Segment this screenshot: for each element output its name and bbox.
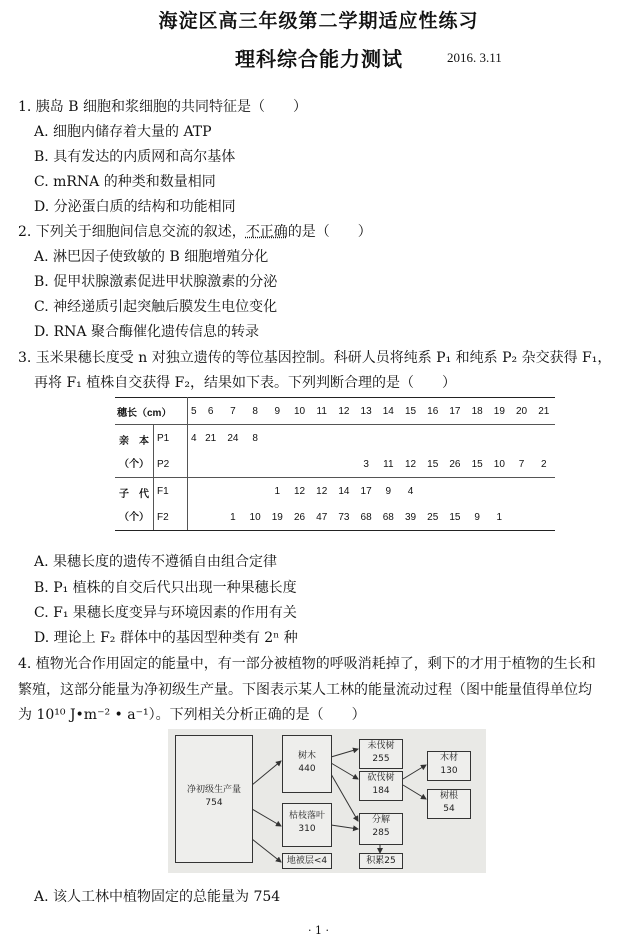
litter-value: 310 bbox=[298, 824, 316, 834]
table-row-name: F2 bbox=[154, 504, 188, 531]
table-cell bbox=[288, 425, 310, 452]
table-cell bbox=[244, 478, 266, 505]
table-header-length: 7 bbox=[222, 398, 244, 425]
table-cell: 12 bbox=[399, 451, 421, 478]
table-cell bbox=[399, 425, 421, 452]
table-cell: 9 bbox=[385, 485, 392, 497]
table-cell bbox=[188, 504, 200, 531]
accumulation-label: 积累25 bbox=[366, 856, 396, 866]
table-header-length: 12 bbox=[333, 398, 355, 425]
table-cell: 15 bbox=[444, 504, 466, 531]
table-header-length: 17 bbox=[444, 398, 466, 425]
table-cell bbox=[533, 478, 555, 505]
table-cell: 14 bbox=[338, 485, 350, 497]
root-label: 树根 bbox=[439, 791, 458, 801]
net-production-label: 净初级生产量 bbox=[186, 785, 241, 795]
energy-flow-diagram bbox=[168, 729, 486, 873]
table-cell: 24 bbox=[227, 432, 239, 444]
table-cell: 10 bbox=[244, 504, 266, 531]
table-cell bbox=[510, 504, 532, 531]
table-cell bbox=[466, 425, 488, 452]
table-header-length: 15 bbox=[399, 398, 421, 425]
group-label-line2: （个） bbox=[119, 459, 149, 470]
table-row bbox=[115, 451, 555, 478]
decompose-box bbox=[359, 813, 403, 845]
exam-title: 海淀区高三年级第二学期适应性练习 bbox=[158, 10, 479, 32]
table-row-name: P1 bbox=[154, 425, 188, 452]
table-row bbox=[115, 425, 555, 452]
table-cell: 12 bbox=[316, 485, 328, 497]
table-cell: 21 bbox=[205, 432, 217, 444]
table-cell bbox=[311, 425, 333, 452]
q2-option-d: D. RNA 聚合酶催化遗传信息的转录 bbox=[34, 324, 259, 340]
wood-value: 130 bbox=[440, 766, 458, 776]
q2-option-a: A. 淋巴因子使致敏的 B 细胞增殖分化 bbox=[34, 249, 269, 265]
q3-stem-line2: 再将 F₁ 植株自交获得 F₂，结果如下表。下列判断合理的是（ ） bbox=[34, 375, 457, 391]
accumulation-box bbox=[359, 853, 403, 869]
exam-date: 2016. 3.11 bbox=[447, 50, 502, 65]
table-header-length: 5 bbox=[188, 398, 200, 425]
decompose-label: 分解 bbox=[371, 815, 390, 825]
table-cell bbox=[188, 478, 200, 505]
uncut-tree-value: 255 bbox=[372, 754, 390, 764]
table-cell bbox=[466, 478, 488, 505]
table-header-length: 21 bbox=[533, 398, 555, 425]
q2-stem-post: 的是（ ） bbox=[287, 224, 372, 240]
table-cell bbox=[200, 504, 222, 531]
table-cell bbox=[222, 451, 244, 478]
uncut-tree-label: 未伐树 bbox=[367, 741, 395, 751]
table-row bbox=[115, 504, 555, 531]
q2-option-c: C. 神经递质引起突触后膜发生电位变化 bbox=[34, 299, 278, 315]
table-cell: 7 bbox=[510, 451, 532, 478]
q3-option-a: A. 果穗长度的遗传不遵循自由组合定律 bbox=[34, 554, 278, 570]
table-cell bbox=[188, 451, 200, 478]
table-cell bbox=[288, 451, 310, 478]
wood-label: 木材 bbox=[439, 753, 458, 763]
table-cell bbox=[488, 425, 510, 452]
table-cell: 39 bbox=[399, 504, 421, 531]
q3-option-b: B. P₁ 植株的自交后代只出现一种果穗长度 bbox=[34, 580, 297, 596]
table-cell bbox=[488, 478, 510, 505]
table-cell: 73 bbox=[333, 504, 355, 531]
table-cell bbox=[266, 425, 288, 452]
table-cell: 4 bbox=[407, 485, 414, 497]
table-header-length: 8 bbox=[244, 398, 266, 425]
table-cell: 11 bbox=[377, 451, 399, 478]
q3-stem-line1: 3. 玉米果穗长度受 n 对独立遗传的等位基因控制。科研人员将纯系 P₁ 和纯系 P₂ 杂交获得 F₁， bbox=[18, 350, 612, 366]
q2-stem-emphasis: 不正确 bbox=[245, 224, 288, 240]
table-cell: 1 bbox=[274, 485, 281, 497]
table-header-length: 11 bbox=[311, 398, 333, 425]
table-header-length: 16 bbox=[422, 398, 444, 425]
page-number: · 1 · bbox=[308, 924, 329, 937]
table-cell bbox=[444, 478, 466, 505]
table-cell bbox=[200, 478, 222, 505]
table-cell bbox=[311, 451, 333, 478]
root-value: 54 bbox=[443, 804, 455, 814]
root-box bbox=[427, 789, 471, 819]
table-cell: 4 bbox=[191, 432, 197, 444]
table-cell: 25 bbox=[422, 504, 444, 531]
q1-option-d: D. 分泌蛋白质的结构和功能相同 bbox=[34, 199, 236, 215]
q1-option-a: A. 细胞内储存着大量的 ATP bbox=[34, 124, 212, 140]
q4-stem-line1: 4. 植物光合作用固定的能量中，有一部分被植物的呼吸消耗掉了，剩下的才用于植物的生长和 bbox=[18, 656, 596, 672]
wood-box bbox=[427, 751, 471, 781]
ground-layer-label: 地被层<4 bbox=[286, 856, 328, 866]
table-cell: 3 bbox=[355, 451, 377, 478]
table-cell: 15 bbox=[466, 451, 488, 478]
group-label-offspring bbox=[115, 478, 154, 531]
cut-tree-value: 184 bbox=[372, 786, 390, 796]
table-cell: 26 bbox=[288, 504, 310, 531]
table-header-length: 6 bbox=[200, 398, 222, 425]
table-cell bbox=[200, 451, 222, 478]
tree-label: 树木 bbox=[297, 751, 316, 761]
table-cell: 17 bbox=[360, 485, 372, 497]
table-cell bbox=[533, 504, 555, 531]
q3-option-d: D. 理论上 F₂ 群体中的基因型种类有 2ⁿ 种 bbox=[34, 630, 298, 646]
table-row-name: P2 bbox=[154, 451, 188, 478]
table-cell bbox=[377, 425, 399, 452]
table-row-name: F1 bbox=[154, 478, 188, 505]
q2-option-b: B. 促甲状腺激素促进甲状腺激素的分泌 bbox=[34, 274, 278, 290]
net-production-value: 754 bbox=[205, 798, 223, 808]
table-header-length: 19 bbox=[488, 398, 510, 425]
cut-tree-label: 砍伐树 bbox=[367, 773, 395, 783]
table-cell bbox=[533, 425, 555, 452]
table-header-label: 穗长（cm） bbox=[115, 398, 188, 425]
table-cell bbox=[422, 425, 444, 452]
table-cell bbox=[222, 478, 244, 505]
table-cell: 10 bbox=[488, 451, 510, 478]
table-cell: 9 bbox=[466, 504, 488, 531]
q2-stem bbox=[18, 221, 372, 241]
table-cell bbox=[333, 451, 355, 478]
exam-subtitle: 理科综合能力测试 bbox=[235, 47, 403, 71]
table-cell: 19 bbox=[266, 504, 288, 531]
q3-data-table bbox=[115, 397, 555, 531]
table-cell bbox=[355, 425, 377, 452]
table-cell bbox=[244, 451, 266, 478]
table-header-length: 18 bbox=[466, 398, 488, 425]
tree-box bbox=[282, 735, 332, 793]
table-cell bbox=[333, 425, 355, 452]
group-label-line2: （个） bbox=[119, 512, 149, 523]
q4-stem-line2: 繁殖，这部分能量为净初级生产量。下图表示某人工林的能量流动过程（图中能量值得单位均 bbox=[18, 682, 592, 698]
table-header-length: 20 bbox=[510, 398, 532, 425]
table-cell bbox=[510, 425, 532, 452]
table-cell: 68 bbox=[355, 504, 377, 531]
q3-option-c: C. F₁ 果穗长度变异与环境因素的作用有关 bbox=[34, 605, 297, 621]
table-cell: 1 bbox=[222, 504, 244, 531]
table-cell: 68 bbox=[377, 504, 399, 531]
table-cell bbox=[510, 478, 532, 505]
table-cell: 1 bbox=[488, 504, 510, 531]
uncut-tree-box bbox=[359, 739, 403, 769]
group-label-line1: 亲 本 bbox=[119, 436, 149, 447]
table-cell bbox=[422, 478, 444, 505]
litter-box bbox=[282, 803, 332, 847]
ground-layer-box bbox=[282, 853, 332, 869]
table-cell: 47 bbox=[311, 504, 333, 531]
decompose-value: 285 bbox=[372, 828, 390, 838]
table-header-length: 14 bbox=[377, 398, 399, 425]
net-production-box bbox=[175, 735, 253, 863]
q2-stem-pre: 2. 下列关于细胞间信息交流的叙述， bbox=[18, 224, 246, 240]
q1-option-c: C. mRNA 的种类和数量相同 bbox=[34, 174, 216, 190]
table-header-length: 13 bbox=[355, 398, 377, 425]
table-row bbox=[115, 478, 555, 505]
q1-option-b: B. 具有发达的内质网和高尔基体 bbox=[34, 149, 236, 165]
table-cell: 2 bbox=[533, 451, 555, 478]
litter-label: 枯枝落叶 bbox=[288, 811, 325, 821]
q1-stem: 1. 胰岛 B 细胞和浆细胞的共同特征是（ ） bbox=[18, 99, 307, 115]
cut-tree-box bbox=[359, 771, 403, 801]
q4-option-a: A. 该人工林中植物固定的总能量为 754 bbox=[34, 889, 281, 905]
table-header-length: 9 bbox=[266, 398, 288, 425]
group-label-line1: 子 代 bbox=[119, 489, 149, 500]
q4-stem-line3: 为 10¹⁰ J•m⁻² • a⁻¹）。下列相关分析正确的是（ ） bbox=[18, 707, 366, 723]
group-label-parent bbox=[115, 425, 154, 478]
table-header-length: 10 bbox=[288, 398, 310, 425]
table-cell: 15 bbox=[422, 451, 444, 478]
table-cell: 12 bbox=[293, 485, 306, 497]
table-header-row bbox=[115, 398, 555, 425]
table-cell bbox=[266, 451, 288, 478]
table-cell: 8 bbox=[252, 432, 258, 444]
table-cell bbox=[444, 425, 466, 452]
table-cell: 26 bbox=[444, 451, 466, 478]
tree-value: 440 bbox=[298, 764, 316, 774]
